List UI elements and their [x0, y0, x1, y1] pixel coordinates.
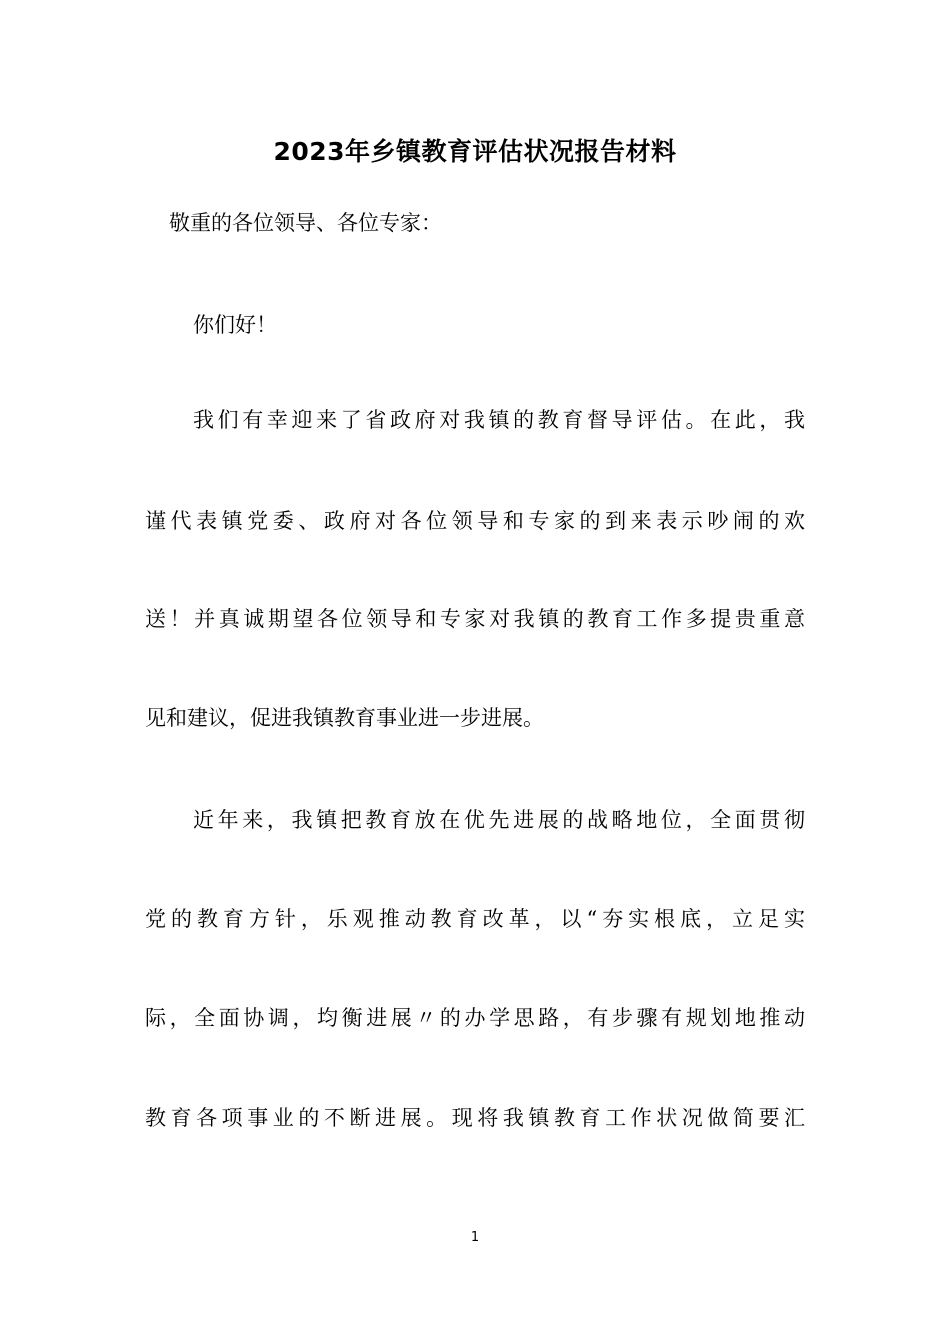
paragraph-line: 党的教育方针，乐观推动教育改革，以“夯实根底，立足实 [145, 907, 805, 931]
salutation-line: 敬重的各位领导、各位专家： [169, 211, 442, 235]
document-title: 2023年乡镇教育评估状况报告材料 [273, 137, 677, 166]
paragraph-line: 际，全面协调，均衡进展〃的办学思路，有步骤有规划地推动 [145, 1006, 805, 1030]
page-number: 1 [470, 1230, 480, 1245]
paragraph-line: 我们有幸迎来了省政府对我镇的教育督导评估。在此，我 [193, 408, 805, 432]
greeting-line: 你们好！ [193, 313, 277, 337]
paragraph-line: 见和建议，促进我镇教育事业进一步进展。 [145, 706, 544, 730]
paragraph-line: 送！并真诚期望各位领导和专家对我镇的教育工作多提贵重意 [145, 607, 805, 631]
paragraph-line: 近年来，我镇把教育放在优先进展的战略地位，全面贯彻 [193, 808, 805, 832]
paragraph-line: 教育各项事业的不断进展。现将我镇教育工作状况做简要汇 [145, 1106, 805, 1130]
paragraph-line: 谨代表镇党委、政府对各位领导和专家的到来表示吵闹的欢 [145, 509, 805, 533]
